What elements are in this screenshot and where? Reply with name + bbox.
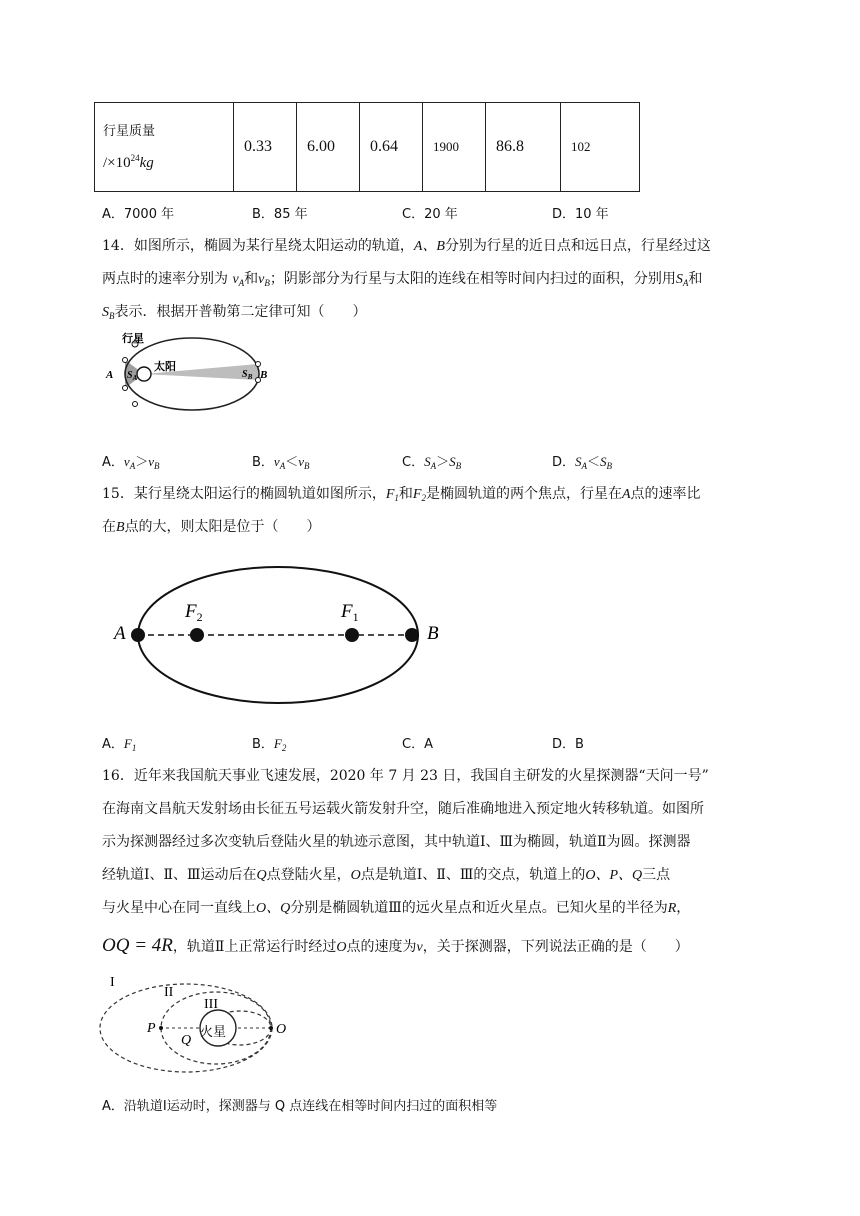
table-row [95,103,640,192]
planet-position-icon [133,402,138,407]
mass-value-2: 6.00 [307,138,335,155]
q14-option-d[interactable]: D．$S_A<S_B$ [552,454,613,471]
point-a: A [621,487,631,502]
q16-orbit-figure [98,972,298,1076]
point-o-dot [269,1026,273,1030]
planet-position-icon [123,386,128,391]
label-orbit-ii: II [164,985,174,1000]
table-cell [297,103,360,192]
sun-icon [137,367,151,381]
q15-text: 在 [102,519,116,535]
unit-kg: kg [139,154,154,171]
q15-text: 和 [398,486,413,502]
label-orbit-iii: III [204,997,218,1012]
row-label-cell [95,103,234,192]
q16-line-4: 经轨道Ⅰ、Ⅱ、Ⅲ运动后在Q点登陆火星，O点是轨道Ⅰ、Ⅱ、Ⅲ的交点，轨道上的O、P、Q三点 [102,867,671,883]
label-point-a: A [106,369,114,381]
planet-position-icon [123,358,128,363]
label-orbit-i: I [110,975,115,990]
label-point-b: B [260,369,268,381]
symbol-F2: $F_2$ [412,487,426,503]
table-cell [234,103,297,192]
q14-option-b[interactable]: B．$v_A<v_B$ [252,454,310,471]
row-label-unit [103,145,233,176]
q15-option-d[interactable]: D．B [552,737,584,752]
q14-text: 14．如图所示，椭圆为某行星绕太阳运动的轨道， [102,238,414,254]
q14-line-2 [102,269,702,293]
q15-text: 15．某行星绕太阳运行的椭圆轨道如图所示， [102,486,386,502]
mass-value-1: 0.33 [244,138,272,155]
q14-line-1 [102,236,711,257]
q14-text: 表示．根据开普勒第二定律可知（ ） [114,304,367,320]
label-f1: $F_1$ [341,601,359,624]
planet-mass-table [94,102,640,192]
label-mars: 火星 [200,1024,227,1039]
q15-option-c[interactable]: C．A [402,737,433,752]
label-p: P [147,1021,156,1036]
q13-option-d[interactable]: D．10 年 [552,207,609,222]
q15-text: 是椭圆轨道的两个焦点，行星在 [425,486,622,502]
label-sun: 太阳 [154,361,176,373]
q14-line-3 [102,302,367,326]
unit-exponent: 24 [130,152,140,163]
q15-ellipse-figure [108,560,448,710]
point-b-dot [405,628,419,642]
q14-text: 和 [244,271,259,287]
q15-line-1 [102,484,701,508]
q15-option-a[interactable]: A．$F_1$ [102,736,137,753]
q16-line-3: 示为探测器经过多次变轨后登陆火星的轨迹示意图，其中轨道Ⅰ、Ⅲ为椭圆，轨道Ⅱ为圆。探测器 [102,834,691,850]
q16-line-6: OQ = 4R，轨道Ⅱ上正常运行时经过O点的速度为v，关于探测器，下列说法正确的是（ ） [102,935,689,956]
label-o: O [276,1022,287,1037]
q15-text: 点的速率比 [630,486,701,502]
table-cell [423,103,486,192]
q14-option-c[interactable]: C．$S_A>S_B$ [402,454,462,471]
label-q: Q [181,1033,192,1048]
q16-option-a[interactable]: A．沿轨道Ⅰ运动时，探测器与 Q 点连线在相等时间内扫过的面积相等 [102,1099,498,1114]
point-p-dot [159,1026,163,1030]
q15-text: 点的大，则太阳是位于（ ） [124,519,321,535]
q14-text: 两点时的速率分别为 [102,271,228,287]
q15-line-2 [102,517,321,538]
mass-value-3: 0.64 [370,138,398,155]
label-f2: $F_2$ [185,601,203,624]
unit-prefix: /×10 [103,154,131,171]
table-cell [561,103,640,192]
q13-option-c[interactable]: C．20 年 [402,207,458,222]
q16-line-5: 与火星中心在同一直线上O、Q分别是椭圆轨道Ⅲ的远火星点和近火星点。已知火星的半径为R， [102,900,691,916]
symbol-F1: $F_1$ [385,487,399,503]
focus-f2-dot [190,628,204,642]
q14-points-ab: A、B [413,239,445,254]
q13-option-a[interactable]: A．7000 年 [102,207,175,222]
label-sa: $S_A$ [127,370,138,382]
symbol-vA: $v_A$ [232,272,245,288]
mass-value-5: 86.8 [496,138,524,155]
label-b: B [427,623,439,644]
symbol-SB: $S_B$ [102,305,115,321]
q14-text: 和 [688,271,703,287]
q16-line-1: 16．近年来我国航天事业飞速发展，2020 年 7 月 23 日，我国自主研发的火星探测器“天问一号” [102,768,709,784]
symbol-vB: $v_B$ [258,272,270,288]
focus-f1-dot [345,628,359,642]
equation-oq: OQ = 4R [102,935,173,956]
planet-position-icon [256,362,261,367]
table-cell [486,103,561,192]
q16-line-2: 在海南文昌航天发射场由长征五号运载火箭发射升空，随后准确地进入预定地火转移轨道。如图所 [102,801,704,817]
label-sb: $S_B$ [242,369,253,381]
point-a-dot [131,628,145,642]
mass-value-6: 102 [571,139,591,154]
mass-value-4: 1900 [433,139,459,154]
q14-text: ；阴影部分为行星与太阳的连线在相等时间内扫过的面积，分别用 [269,271,676,287]
q13-option-b[interactable]: B．85 年 [252,207,308,222]
table-cell [360,103,423,192]
row-label-name: 行星质量 [103,123,156,139]
label-a: A [114,623,126,644]
q14-option-a[interactable]: A．$v_A>v_B$ [102,454,160,471]
label-planet: 行星 [122,333,144,345]
q14-orbit-figure [100,330,268,414]
q15-option-b[interactable]: B．$F_2$ [252,736,287,753]
point-b: B [116,520,125,535]
q14-text: 分别为行星的近日点和远日点，行星经过这 [444,238,711,254]
symbol-SA: $S_A$ [675,272,689,288]
